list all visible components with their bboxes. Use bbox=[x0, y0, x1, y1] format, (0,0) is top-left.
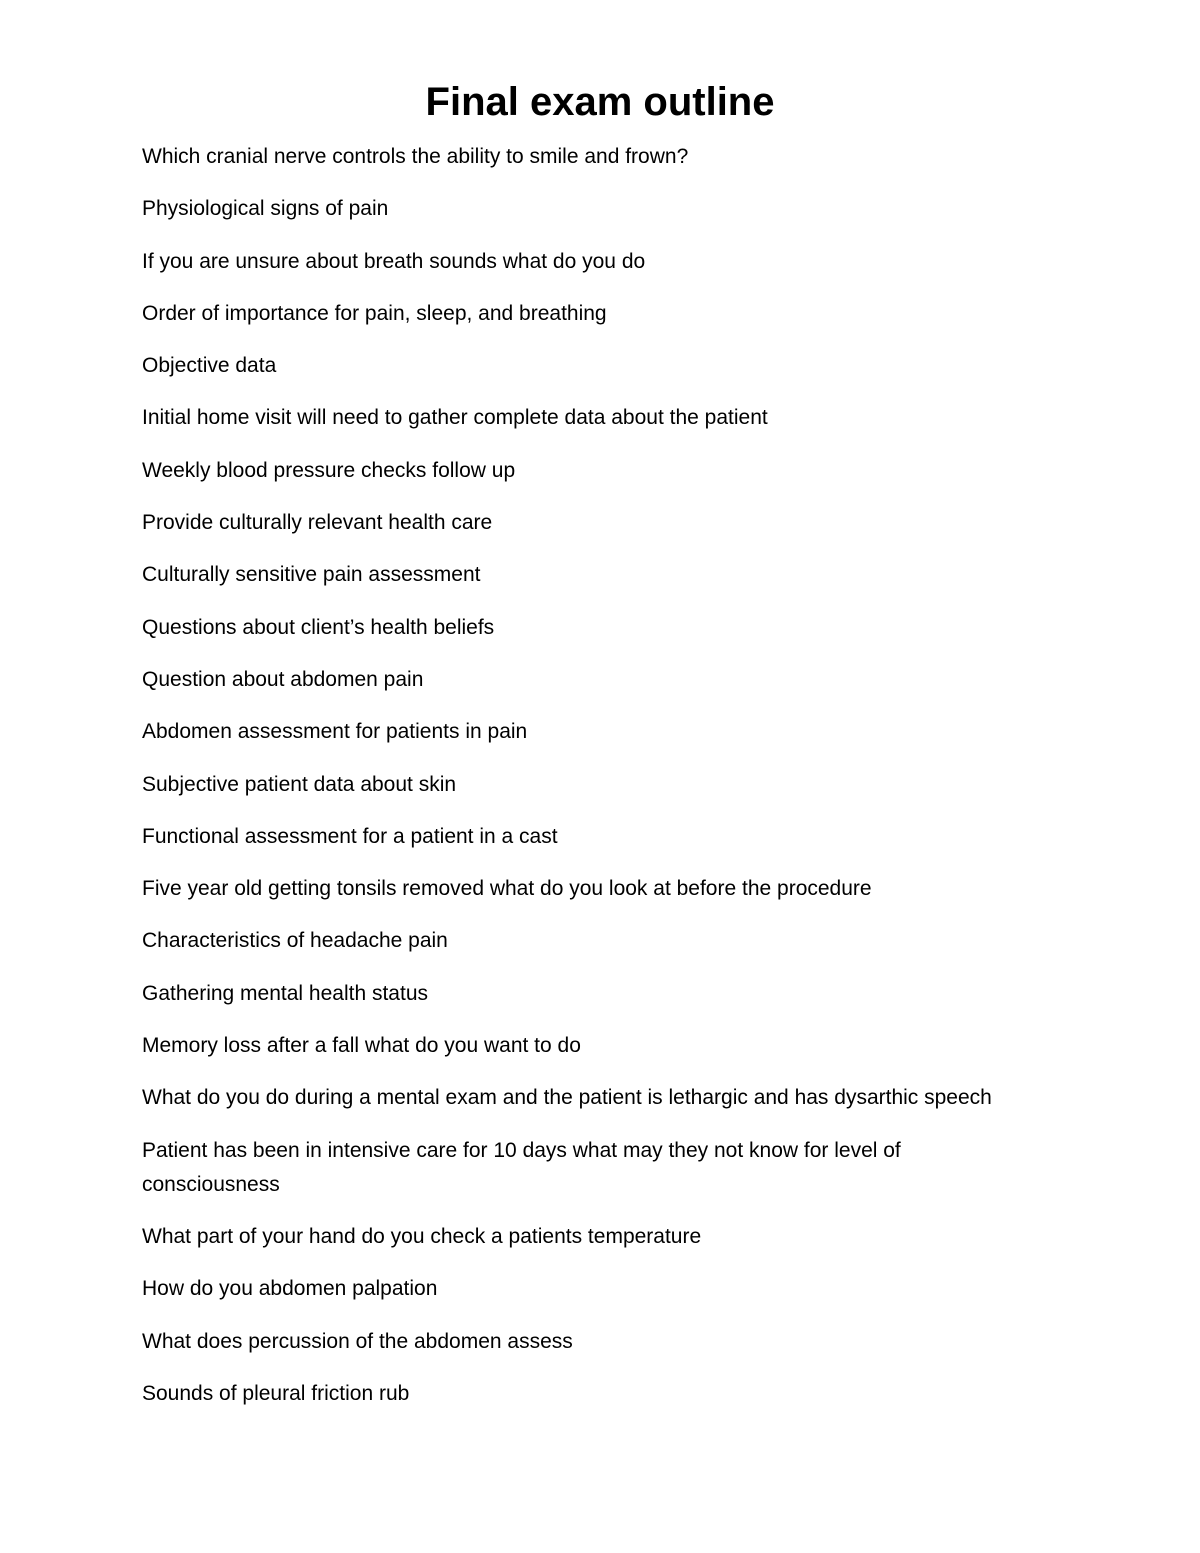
outline-item: Weekly blood pressure checks follow up bbox=[142, 458, 516, 482]
outline-item: Sounds of pleural friction rub bbox=[142, 1381, 410, 1405]
outline-item: Initial home visit will need to gather complete data about the patient bbox=[142, 406, 768, 430]
outline-item: Culturally sensitive pain assessment bbox=[142, 563, 481, 587]
outline-item: How do you abdomen palpation bbox=[142, 1277, 438, 1301]
outline-item: Physiological signs of pain bbox=[142, 197, 389, 221]
outline-item: Characteristics of headache pain bbox=[142, 929, 448, 953]
outline-item: Which cranial nerve controls the ability to smile and frown? bbox=[142, 145, 689, 168]
outline-item: Questions about client’s health beliefs bbox=[142, 615, 495, 639]
outline-item: Objective data bbox=[142, 354, 277, 378]
outline-item: What does percussion of the abdomen assess bbox=[142, 1329, 573, 1353]
outline-item: Memory loss after a fall what do you want to do bbox=[142, 1034, 581, 1058]
outline-item: What part of your hand do you check a patients temperature bbox=[142, 1224, 702, 1248]
outline-item: Five year old getting tonsils removed what do you look at before the procedure bbox=[142, 877, 872, 901]
outline-list bbox=[142, 140, 1042, 1429]
page-title: Final exam outline bbox=[425, 80, 775, 124]
outline-item: Patient has been in intensive care for 10 days what may they not know for level of consciousness bbox=[142, 1138, 901, 1196]
outline-item: If you are unsure about breath sounds what do you do bbox=[142, 249, 646, 273]
outline-item: Provide culturally relevant health care bbox=[142, 511, 493, 535]
outline-item: Order of importance for pain, sleep, and breathing bbox=[142, 301, 607, 325]
outline-item: Subjective patient data about skin bbox=[142, 772, 457, 796]
outline-item: Gathering mental health status bbox=[142, 981, 429, 1005]
outline-item: Functional assessment for a patient in a cast bbox=[142, 824, 558, 848]
outline-item: What do you do during a mental exam and the patient is lethargic and has dysarthic speech bbox=[142, 1086, 992, 1110]
outline-item: Abdomen assessment for patients in pain bbox=[142, 720, 528, 744]
outline-item: Question about abdomen pain bbox=[142, 667, 424, 691]
